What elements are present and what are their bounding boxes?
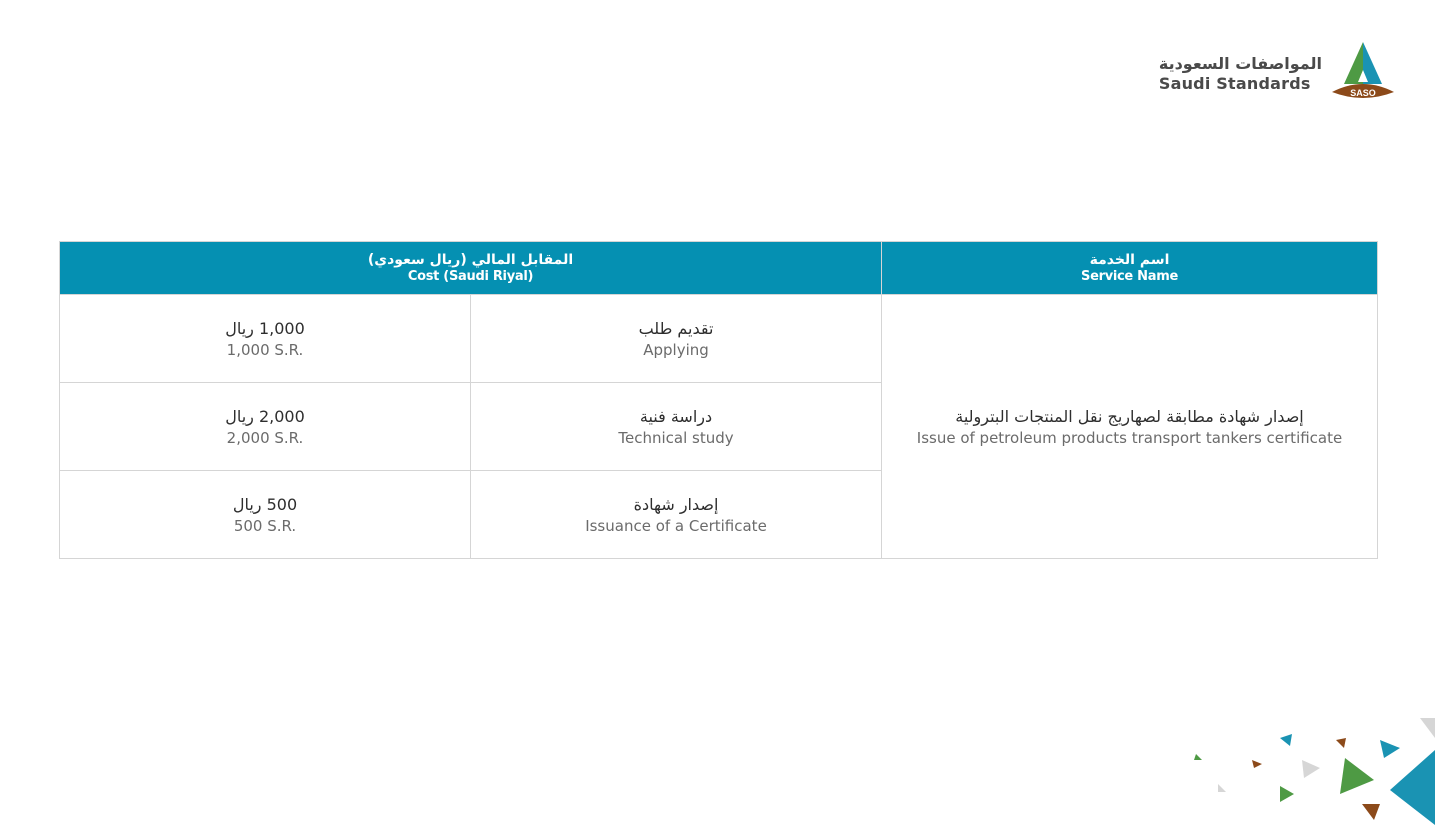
header-service-ar: اسم الخدمة xyxy=(1089,252,1170,268)
header-cost-en: Cost (Saudi Riyal) xyxy=(407,269,534,284)
cost-cell xyxy=(60,471,471,559)
logo-english-name: Saudi Standards xyxy=(1158,74,1311,93)
stage-ar: دراسة فنية xyxy=(639,406,713,426)
stage-ar: تقديم طلب xyxy=(638,318,714,338)
cost-cell xyxy=(60,295,471,383)
stage-cell xyxy=(471,383,882,471)
logo-arabic-name: المواصفات السعودية xyxy=(1158,54,1322,73)
header-service-name xyxy=(882,242,1378,295)
stage-en: Technical study xyxy=(618,428,734,447)
table-row xyxy=(60,295,1378,383)
stage-en: Applying xyxy=(643,340,709,359)
logo-text xyxy=(1159,54,1322,94)
cost-cell xyxy=(60,383,471,471)
cost-en: 1,000 S.R. xyxy=(226,340,304,359)
stage-ar: إصدار شهادة xyxy=(633,494,719,514)
stage-cell xyxy=(471,471,882,559)
cost-en: 500 S.R. xyxy=(233,516,297,535)
service-fees-table xyxy=(59,241,1378,559)
cost-ar: 2,000 ريال xyxy=(225,406,305,426)
saso-logo xyxy=(1158,40,1400,104)
saso-emblem-icon xyxy=(1330,40,1396,102)
decorative-triangles-icon xyxy=(1180,710,1435,830)
cost-en: 2,000 S.R. xyxy=(226,428,304,447)
logo-badge: SASO xyxy=(1350,88,1376,98)
service-name-ar: إصدار شهادة مطابقة لصهاريج نقل المنتجات البترولية xyxy=(955,406,1304,426)
table-header-row xyxy=(60,242,1378,295)
cost-ar: 1,000 ريال xyxy=(225,318,305,338)
stage-cell xyxy=(471,295,882,383)
header-cost-ar: المقابل المالي (ريال سعودي) xyxy=(367,252,574,268)
cost-ar: 500 ريال xyxy=(232,494,298,514)
service-name-en: Issue of petroleum products transport tankers certificate xyxy=(916,428,1343,447)
service-name-cell xyxy=(882,295,1378,559)
header-cost xyxy=(60,242,882,295)
header-service-en: Service Name xyxy=(1081,269,1178,284)
stage-en: Issuance of a Certificate xyxy=(585,516,767,535)
